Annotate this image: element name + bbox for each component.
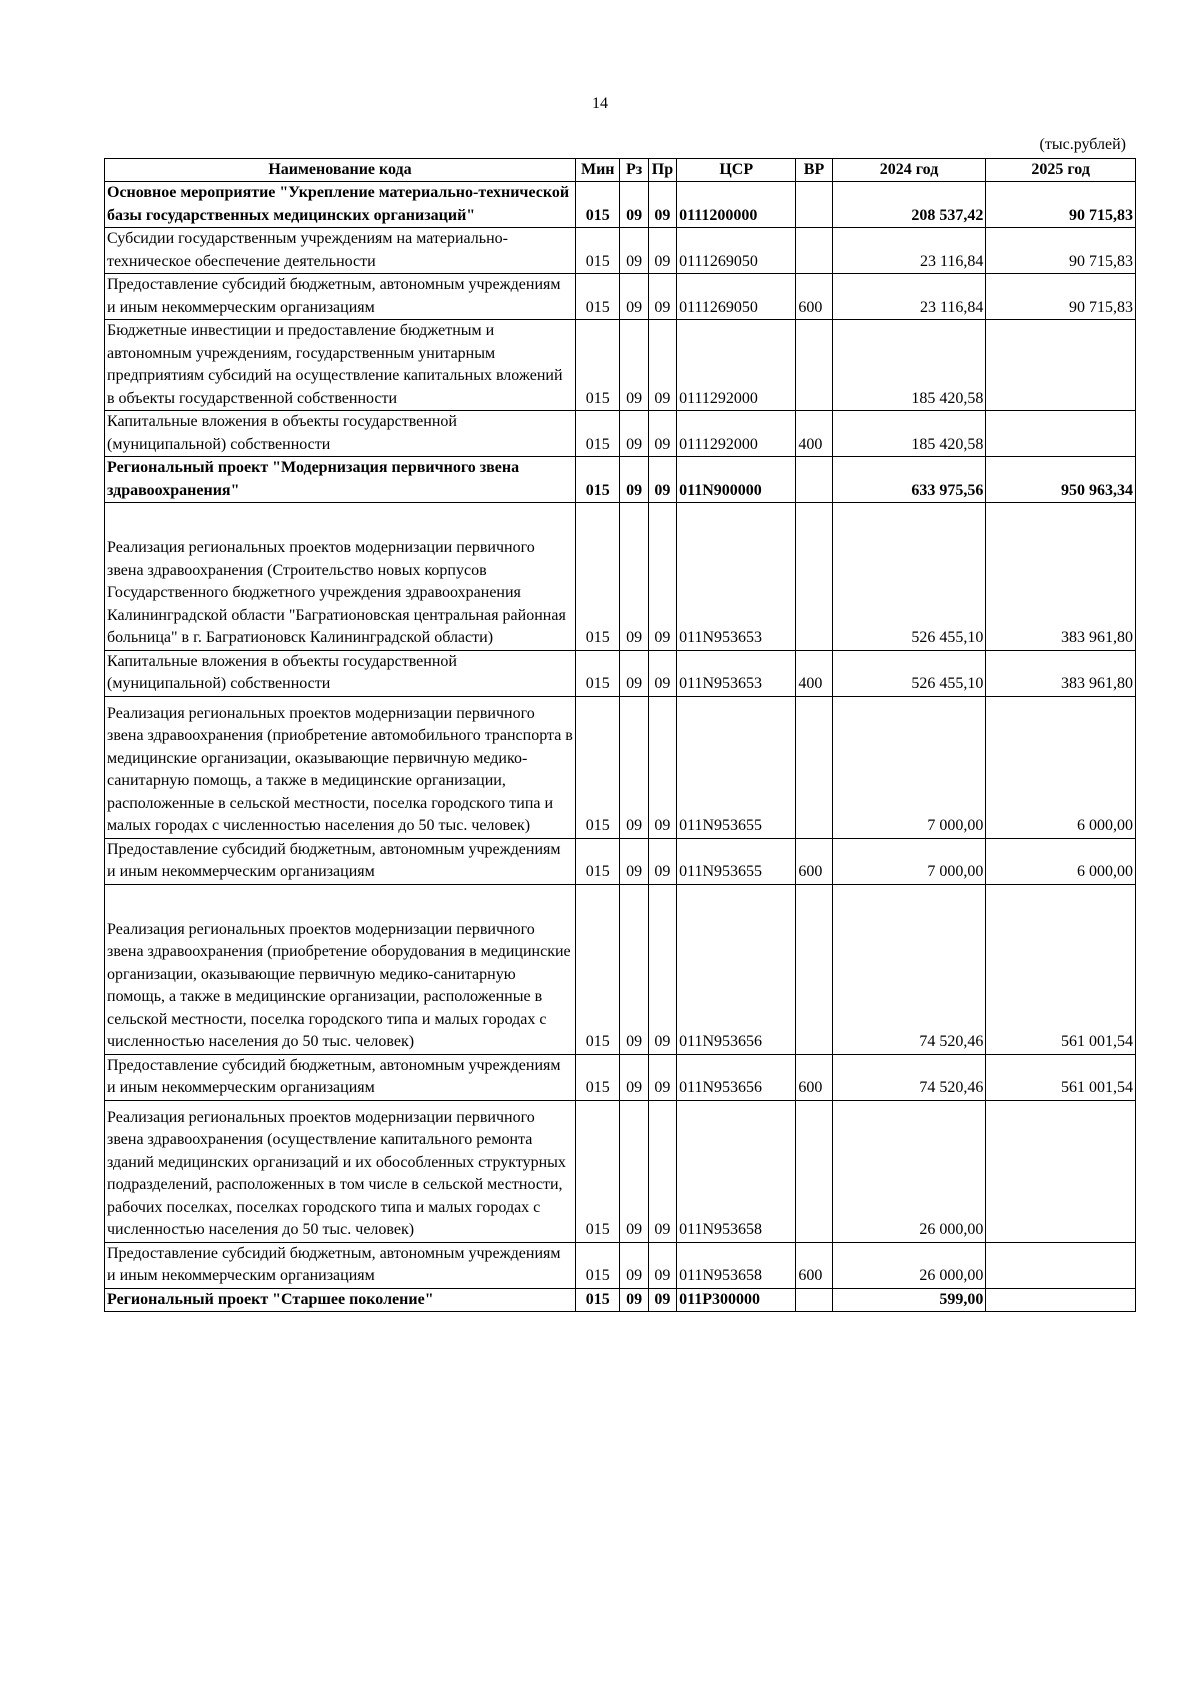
cell-vr: 600 — [796, 1242, 832, 1288]
cell-vr — [796, 1100, 832, 1242]
cell-2024: 23 116,84 — [832, 228, 986, 274]
cell-2025 — [986, 320, 1136, 411]
header-pr: Пр — [648, 159, 676, 182]
table-row — [105, 411, 1136, 457]
cell-pr: 09 — [648, 228, 676, 274]
cell-min: 015 — [576, 274, 620, 320]
cell-min: 015 — [576, 696, 620, 838]
cell-name: Региональный проект "Модернизация первичного звена здравоохранения" — [105, 457, 576, 503]
cell-csr: 011P300000 — [677, 1288, 796, 1312]
cell-pr: 09 — [648, 884, 676, 1054]
header-csr: ЦСР — [677, 159, 796, 182]
cell-min: 015 — [576, 320, 620, 411]
cell-csr: 011N953653 — [677, 650, 796, 696]
cell-vr: 600 — [796, 274, 832, 320]
cell-pr: 09 — [648, 503, 676, 651]
units-label: (тыс.рублей) — [1039, 136, 1126, 153]
table-row — [105, 1242, 1136, 1288]
cell-name: Основное мероприятие "Укрепление материально-технической базы государственных медицинских организаций" — [105, 182, 576, 228]
table-row — [105, 228, 1136, 274]
cell-2025: 561 001,54 — [986, 1054, 1136, 1100]
cell-name: Предоставление субсидий бюджетным, автономным учреждениям и иным некоммерческим организациям — [105, 1054, 576, 1100]
cell-2024: 74 520,46 — [832, 1054, 986, 1100]
table-row — [105, 884, 1136, 1054]
cell-name: Субсидии государственным учреждениям на материально-техническое обеспечение деятельности — [105, 228, 576, 274]
table-row — [105, 1100, 1136, 1242]
cell-rz: 09 — [620, 411, 648, 457]
table-row — [105, 696, 1136, 838]
cell-2025: 950 963,34 — [986, 457, 1136, 503]
cell-vr — [796, 696, 832, 838]
cell-min: 015 — [576, 1054, 620, 1100]
cell-csr: 0111200000 — [677, 182, 796, 228]
table-row — [105, 182, 1136, 228]
cell-2024: 23 116,84 — [832, 274, 986, 320]
cell-min: 015 — [576, 1288, 620, 1312]
cell-min: 015 — [576, 411, 620, 457]
cell-2025: 90 715,83 — [986, 182, 1136, 228]
cell-vr: 400 — [796, 411, 832, 457]
cell-min: 015 — [576, 503, 620, 651]
cell-2024: 7 000,00 — [832, 696, 986, 838]
cell-rz: 09 — [620, 1242, 648, 1288]
cell-rz: 09 — [620, 1054, 648, 1100]
cell-2024: 633 975,56 — [832, 457, 986, 503]
cell-csr: 011N953658 — [677, 1242, 796, 1288]
cell-vr — [796, 457, 832, 503]
cell-rz: 09 — [620, 457, 648, 503]
table-header — [105, 159, 1136, 182]
cell-pr: 09 — [648, 182, 676, 228]
cell-min: 015 — [576, 884, 620, 1054]
cell-2024: 26 000,00 — [832, 1100, 986, 1242]
cell-pr: 09 — [648, 1242, 676, 1288]
table-row — [105, 1054, 1136, 1100]
cell-2025 — [986, 411, 1136, 457]
table-row — [105, 320, 1136, 411]
cell-name: Предоставление субсидий бюджетным, автономным учреждениям и иным некоммерческим организациям — [105, 838, 576, 884]
cell-2025: 90 715,83 — [986, 274, 1136, 320]
cell-pr: 09 — [648, 411, 676, 457]
cell-2025 — [986, 1242, 1136, 1288]
cell-name: Реализация региональных проектов модернизации первичного звена здравоохранения (осуществление капитального ремонта зданий медицинских организаций и их обособленных структурных подразделений, расположенных в том числе в сельской местности, рабочих поселках, поселках городского типа и малых городах с численностью населения до 50 тыс. человек) — [105, 1100, 576, 1242]
page-number: 14 — [592, 95, 608, 112]
cell-vr: 600 — [796, 838, 832, 884]
cell-pr: 09 — [648, 1288, 676, 1312]
cell-min: 015 — [576, 182, 620, 228]
header-2025: 2025 год — [986, 159, 1136, 182]
cell-csr: 0111292000 — [677, 411, 796, 457]
cell-rz: 09 — [620, 1288, 648, 1312]
cell-2025: 561 001,54 — [986, 884, 1136, 1054]
cell-2024: 599,00 — [832, 1288, 986, 1312]
cell-vr: 400 — [796, 650, 832, 696]
cell-rz: 09 — [620, 228, 648, 274]
header-rz: Рз — [620, 159, 648, 182]
cell-rz: 09 — [620, 503, 648, 651]
cell-csr: 011N953655 — [677, 696, 796, 838]
header-min: Мин — [576, 159, 620, 182]
cell-min: 015 — [576, 650, 620, 696]
header-name: Наименование кода — [105, 159, 576, 182]
cell-name: Предоставление субсидий бюджетным, автономным учреждениям и иным некоммерческим организациям — [105, 1242, 576, 1288]
cell-csr: 011N953658 — [677, 1100, 796, 1242]
cell-2025: 6 000,00 — [986, 696, 1136, 838]
cell-vr — [796, 182, 832, 228]
cell-vr — [796, 503, 832, 651]
cell-csr: 011N953656 — [677, 884, 796, 1054]
cell-min: 015 — [576, 1100, 620, 1242]
cell-csr: 011N900000 — [677, 457, 796, 503]
cell-vr — [796, 320, 832, 411]
cell-name: Реализация региональных проектов модернизации первичного звена здравоохранения (приобретение оборудования в медицинские организации, оказывающие первичную медико-санитарную помощь, а также в медицинские организации, расположенные в сельской местности, поселка городского типа и малых городах с численностью населения до 50 тыс. человек) — [105, 884, 576, 1054]
cell-name: Региональный проект "Старшее поколение" — [105, 1288, 576, 1312]
cell-pr: 09 — [648, 650, 676, 696]
cell-vr: 600 — [796, 1054, 832, 1100]
table-row — [105, 1288, 1136, 1312]
cell-rz: 09 — [620, 884, 648, 1054]
cell-min: 015 — [576, 228, 620, 274]
table-row — [105, 838, 1136, 884]
cell-rz: 09 — [620, 274, 648, 320]
table-row — [105, 457, 1136, 503]
budget-table — [104, 158, 1136, 1312]
cell-pr: 09 — [648, 696, 676, 838]
cell-2024: 526 455,10 — [832, 503, 986, 651]
cell-min: 015 — [576, 1242, 620, 1288]
cell-csr: 0111269050 — [677, 228, 796, 274]
cell-pr: 09 — [648, 320, 676, 411]
cell-2025 — [986, 1288, 1136, 1312]
cell-csr: 0111292000 — [677, 320, 796, 411]
cell-pr: 09 — [648, 457, 676, 503]
cell-name: Предоставление субсидий бюджетным, автономным учреждениям и иным некоммерческим организациям — [105, 274, 576, 320]
cell-min: 015 — [576, 457, 620, 503]
cell-2024: 26 000,00 — [832, 1242, 986, 1288]
cell-2025: 383 961,80 — [986, 503, 1136, 651]
header-2024: 2024 год — [832, 159, 986, 182]
table-row — [105, 650, 1136, 696]
cell-rz: 09 — [620, 182, 648, 228]
cell-csr: 011N953655 — [677, 838, 796, 884]
cell-2024: 185 420,58 — [832, 320, 986, 411]
cell-2024: 526 455,10 — [832, 650, 986, 696]
cell-name: Реализация региональных проектов модернизации первичного звена здравоохранения (Строительство новых корпусов Государственного бюджетного учреждения здравоохранения Калининградской области "Багратионовская центральная районная больница" в г. Багратионовск Калининградской области) — [105, 503, 576, 651]
table-body — [105, 182, 1136, 1312]
cell-rz: 09 — [620, 838, 648, 884]
cell-rz: 09 — [620, 650, 648, 696]
cell-vr — [796, 884, 832, 1054]
cell-rz: 09 — [620, 320, 648, 411]
cell-2025: 90 715,83 — [986, 228, 1136, 274]
cell-2024: 208 537,42 — [832, 182, 986, 228]
cell-rz: 09 — [620, 696, 648, 838]
cell-pr: 09 — [648, 838, 676, 884]
cell-name: Бюджетные инвестиции и предоставление бюджетным и автономным учреждениям, государственным унитарным предприятиям субсидий на осуществление капитальных вложений в объекты государственной собственности — [105, 320, 576, 411]
cell-vr — [796, 228, 832, 274]
cell-name: Капитальные вложения в объекты государственной (муниципальной) собственности — [105, 650, 576, 696]
cell-name: Реализация региональных проектов модернизации первичного звена здравоохранения (приобретение автомобильного транспорта в медицинские организации, оказывающие первичную медико-санитарную помощь, а также в медицинские организации, расположенные в сельской местности, поселка городского типа и малых городах с численностью населения до 50 тыс. человек) — [105, 696, 576, 838]
table-row — [105, 503, 1136, 651]
cell-vr — [796, 1288, 832, 1312]
cell-name: Капитальные вложения в объекты государственной (муниципальной) собственности — [105, 411, 576, 457]
cell-min: 015 — [576, 838, 620, 884]
cell-2024: 7 000,00 — [832, 838, 986, 884]
cell-csr: 011N953656 — [677, 1054, 796, 1100]
cell-2025: 6 000,00 — [986, 838, 1136, 884]
cell-csr: 011N953653 — [677, 503, 796, 651]
cell-pr: 09 — [648, 274, 676, 320]
cell-2024: 74 520,46 — [832, 884, 986, 1054]
table-row — [105, 274, 1136, 320]
cell-pr: 09 — [648, 1100, 676, 1242]
cell-pr: 09 — [648, 1054, 676, 1100]
header-vr: ВР — [796, 159, 832, 182]
cell-rz: 09 — [620, 1100, 648, 1242]
cell-2025: 383 961,80 — [986, 650, 1136, 696]
cell-2025 — [986, 1100, 1136, 1242]
cell-csr: 0111269050 — [677, 274, 796, 320]
cell-2024: 185 420,58 — [832, 411, 986, 457]
